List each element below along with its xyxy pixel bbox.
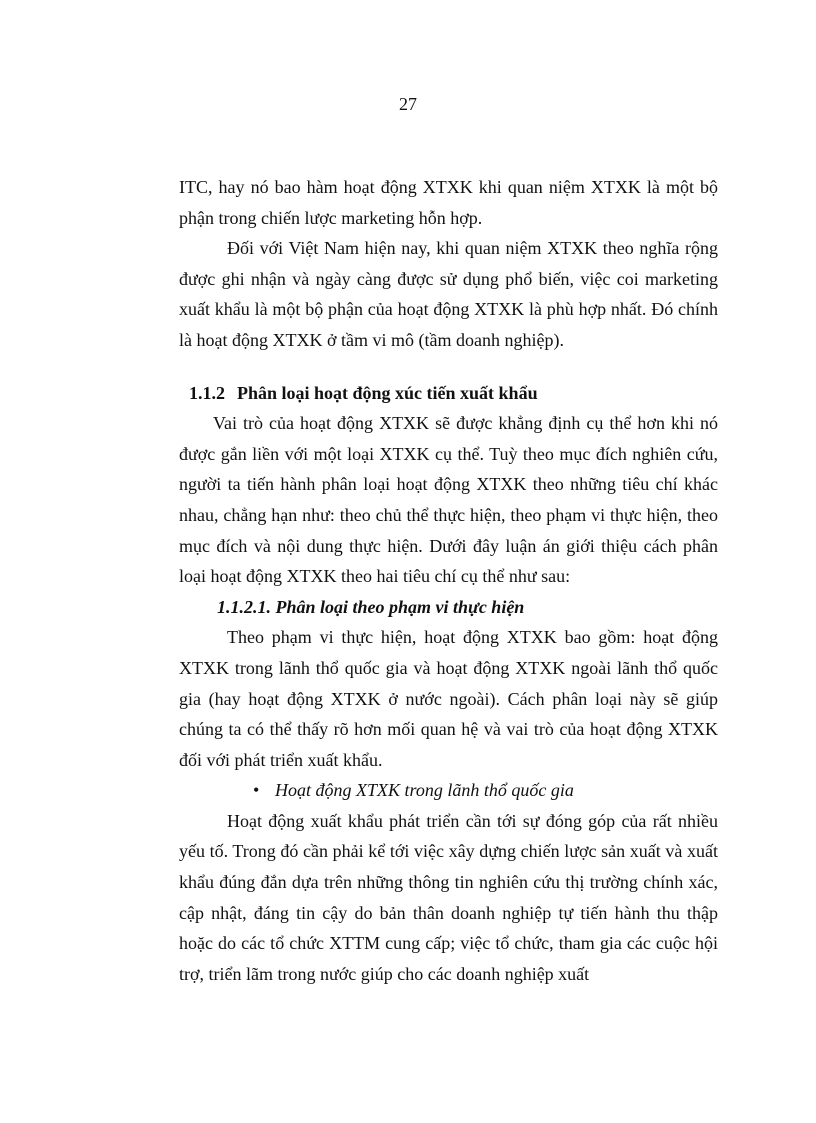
section-paragraph: Vai trò của hoạt động XTXK sẽ được khẳng định cụ thể hơn khi nó được gắn liền với một loại XTXK cụ thể. Tuỳ theo mục đích nghiên cứu, người ta tiến hành phân loại hoạt động XTXK theo những tiêu chí khác nhau, chẳng hạn như: theo chủ thể thực hiện, theo phạm vi thực hiện, theo mục đích và nội dung thực hiện. Dưới đây luận án giới thiệu cách phân loại hoạt động XTXK theo hai tiêu chí cụ thể như sau: [179,413,718,587]
document-body [179,172,718,989]
bullet-dot-icon: • [253,780,260,801]
page-number: 27 [399,94,417,114]
section-heading [179,378,718,409]
intro-paragraph-vietnam: Đối với Việt Nam hiện nay, khi quan niệm XTXK theo nghĩa rộng được ghi nhận và ngày càng được sử dụng phổ biến, việc coi marketing xuất khẩu là một bộ phận của hoạt động XTXK là phù hợp nhất. Đó chính là hoạt động XTXK ở tầm vi mô (tầm doanh nghiệp). [179,238,718,350]
section-title: Phân loại hoạt động xúc tiến xuất khẩu [237,382,538,403]
subsection-heading: 1.1.2.1. Phân loại theo phạm vi thực hiện [217,596,525,617]
section-number: 1.1.2 [189,382,225,403]
intro-paragraph-continued: ITC, hay nó bao hàm hoạt động XTXK khi quan niệm XTXK là một bộ phận trong chiến lược marketing hỗn hợp. [179,177,718,228]
bullet-text: Hoạt động XTXK trong lãnh thổ quốc gia [275,780,574,801]
final-paragraph: Hoạt động xuất khẩu phát triển cần tới sự đóng góp của rất nhiều yếu tố. Trong đó cần phải kể tới việc xây dựng chiến lược sản xuất và xuất khẩu đúng đắn dựa trên những thông tin nghiên cứu thị trường chính xác, cập nhật, đáng tin cậy do bản thân doanh nghiệp tự tiến hành thu thập hoặc do các tổ chức XTTM cung cấp; việc tổ chức, tham gia các cuộc hội trợ, triển lãm trong nước giúp cho các doanh nghiệp xuất [179,810,718,984]
subsection-paragraph: Theo phạm vi thực hiện, hoạt động XTXK bao gồm: hoạt động XTXK trong lãnh thổ quốc gia và hoạt động XTXK ngoài lãnh thổ quốc gia (hay hoạt động XTXK ở nước ngoài). Cách phân loại này sẽ giúp chúng ta có thể thấy rõ hơn mối quan hệ và vai trò của hoạt động XTXK đối với phát triển xuất khẩu. [179,627,718,770]
bullet-item [179,775,718,806]
